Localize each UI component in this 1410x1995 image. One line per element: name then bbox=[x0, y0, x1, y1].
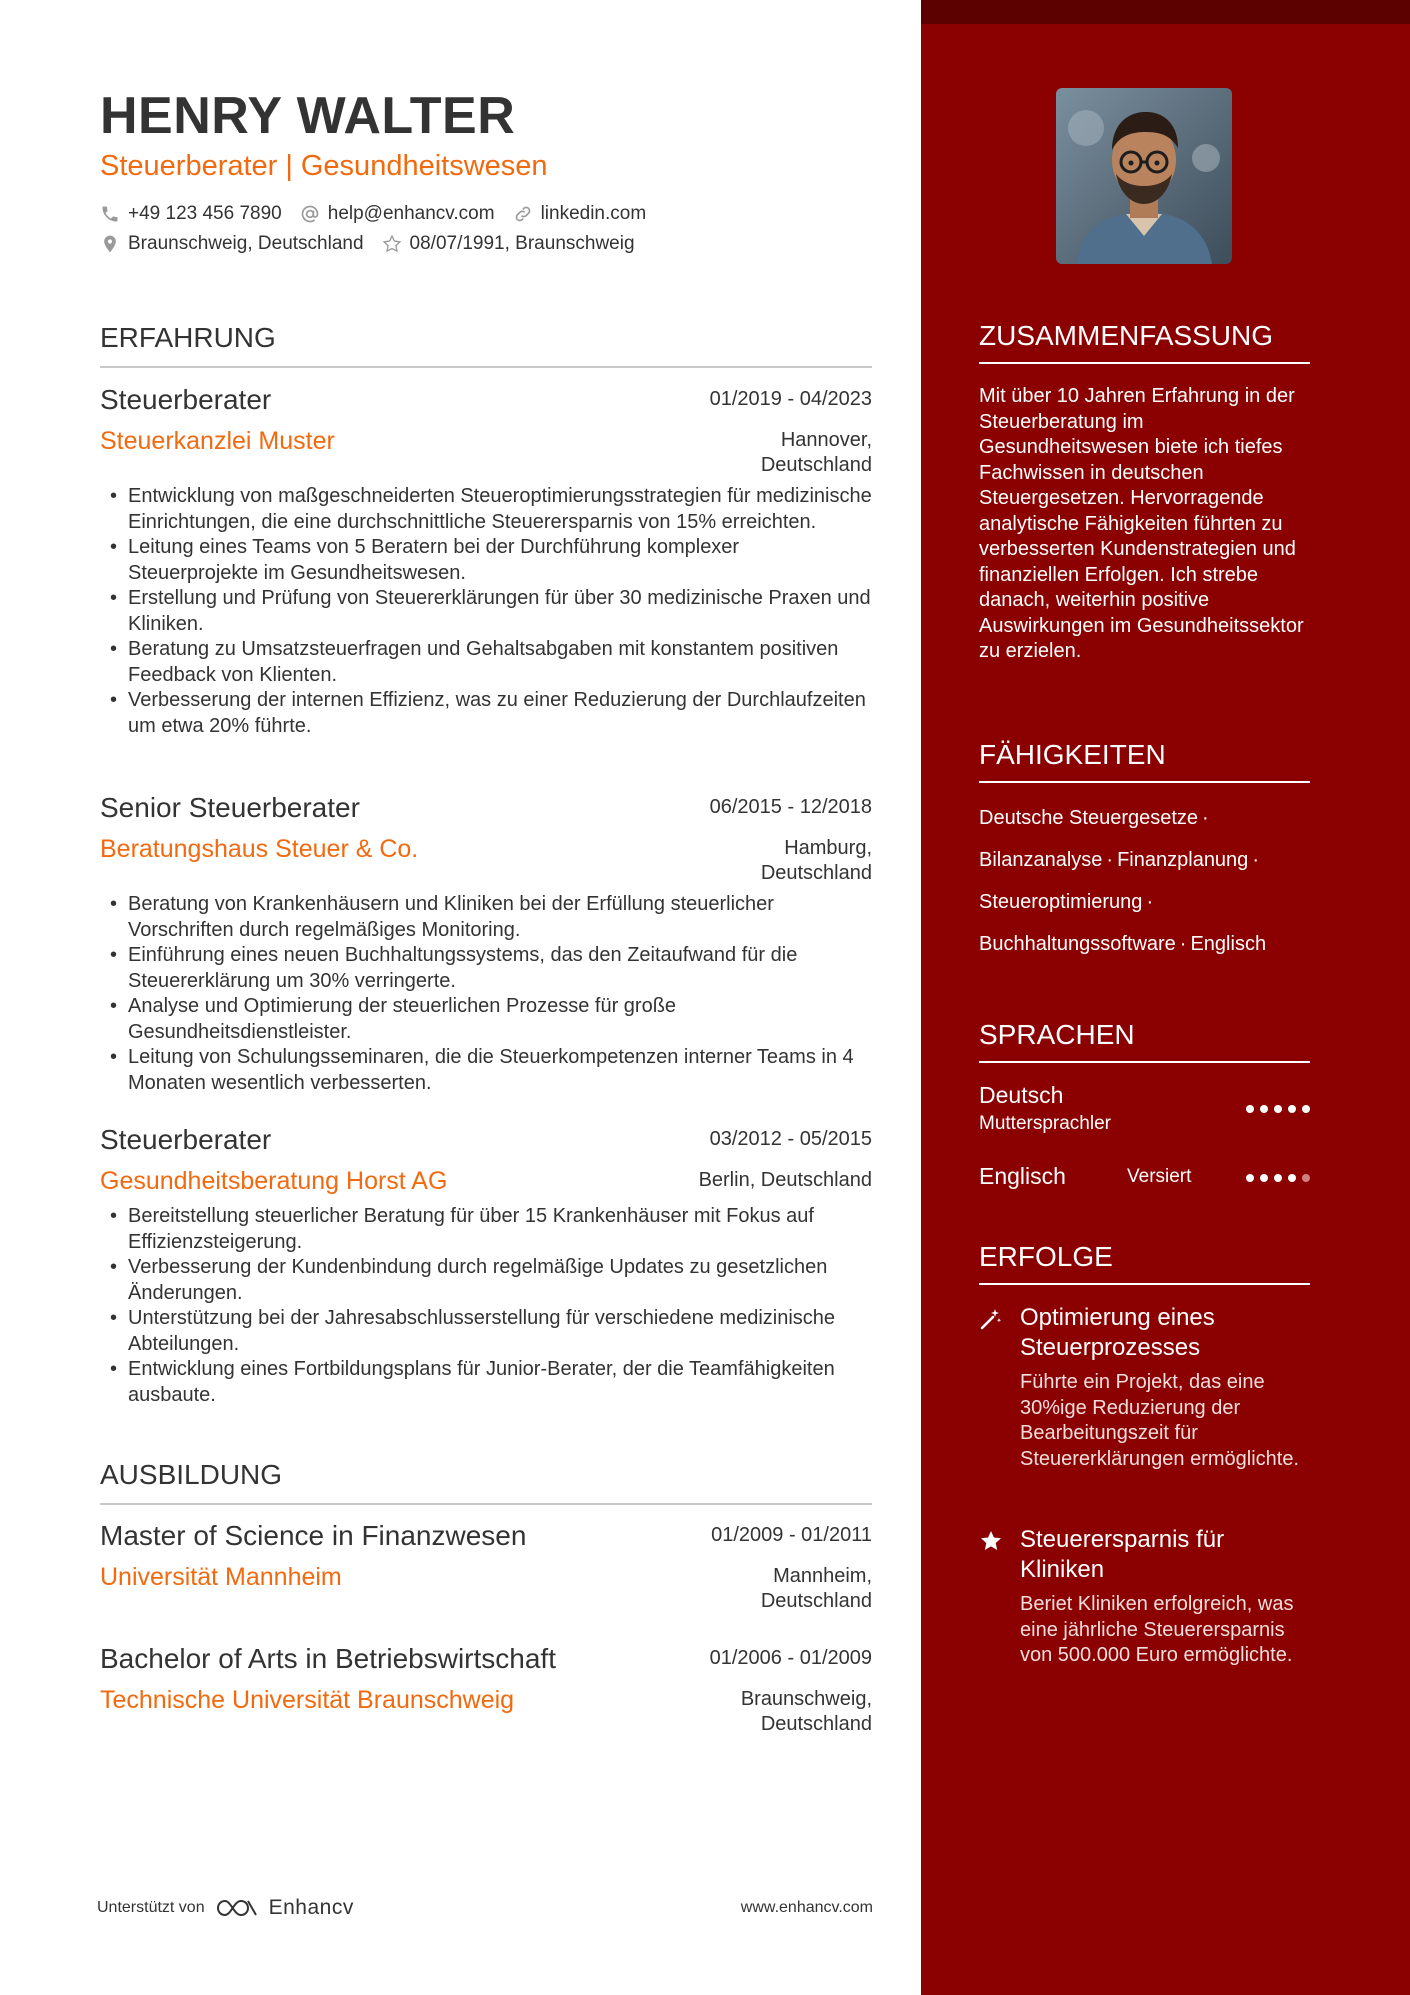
job-location bbox=[652, 1168, 872, 1193]
job-company: Steuerkanzlei Muster bbox=[100, 427, 335, 455]
birth-text: 08/07/1991, Braunschweig bbox=[409, 233, 635, 254]
contact-location bbox=[100, 233, 364, 255]
job-bullet: • Erstellung und Prüfung von Steuererklärungen für über 30 medizinische Praxen und Kliniken. bbox=[100, 586, 872, 637]
school-location-line2: Deutschland bbox=[760, 1713, 872, 1735]
phone-icon bbox=[100, 204, 120, 224]
job-title: Steuerberater bbox=[100, 384, 272, 415]
rating-dot bbox=[1274, 1105, 1282, 1113]
job-bullets bbox=[100, 892, 872, 1096]
skills-section-title: FÄHIGKEITEN bbox=[979, 739, 1310, 783]
school-location-line2: Deutschland bbox=[760, 1590, 872, 1612]
school-location bbox=[652, 1687, 872, 1737]
summary-section-title: ZUSAMMENFASSUNG bbox=[979, 320, 1310, 364]
rating-dot bbox=[1274, 1174, 1282, 1182]
link-icon bbox=[513, 204, 533, 224]
job-entry bbox=[100, 384, 872, 764]
rating-dot bbox=[1260, 1105, 1268, 1113]
headline-separator: | bbox=[285, 150, 293, 182]
job-bullets bbox=[100, 484, 872, 739]
job-location-line2: Deutschland bbox=[760, 862, 872, 884]
school-name: Universität Mannheim bbox=[100, 1563, 342, 1591]
contact-row-2 bbox=[100, 233, 653, 255]
language-rating bbox=[1246, 1174, 1310, 1182]
school-name: Technische Universität Braunschweig bbox=[100, 1686, 515, 1714]
job-bullet: • Bereitstellung steuerlicher Beratung für über 15 Krankenhäuser mit Fokus auf Effizienzsteigerung. bbox=[100, 1204, 872, 1255]
rating-dot bbox=[1246, 1174, 1254, 1182]
achievement-text: Beriet Kliniken erfolgreich, was eine jährliche Steuerersparnis von 500.000 Euro ermöglichte. bbox=[1020, 1593, 1294, 1666]
job-location-line2: Deutschland bbox=[760, 454, 872, 476]
skill-item: Steueroptimierung · bbox=[979, 891, 1154, 913]
job-bullets bbox=[100, 1204, 872, 1408]
job-location bbox=[652, 836, 872, 886]
job-title: Steuerberater bbox=[100, 1124, 272, 1155]
education-section-title: AUSBILDUNG bbox=[100, 1459, 872, 1505]
magic-wand-icon bbox=[979, 1307, 1003, 1331]
skill-item: Bilanzanalyse · bbox=[979, 849, 1114, 871]
email-text: help@enhancv.com bbox=[327, 203, 495, 224]
avatar-illustration bbox=[1056, 88, 1232, 264]
linkedin-text: linkedin.com bbox=[540, 203, 647, 224]
sidebar-top-band bbox=[921, 0, 1410, 24]
job-title: Senior Steuerberater bbox=[100, 792, 360, 823]
language-name: Deutsch bbox=[979, 1082, 1064, 1108]
education-entry bbox=[100, 1520, 872, 1620]
degree-title: Master of Science in Finanzwesen bbox=[100, 1520, 527, 1551]
rating-dot bbox=[1260, 1174, 1268, 1182]
job-location-line1: Hannover, bbox=[780, 429, 872, 451]
job-bullet: • Einführung eines neuen Buchhaltungssystems, das den Zeitaufwand für die Steuererklärung um 30% verringerte. bbox=[100, 943, 872, 994]
job-date: 03/2012 - 05/2015 bbox=[709, 1128, 872, 1150]
achievements-section-title: ERFOLGE bbox=[979, 1241, 1310, 1285]
language-level: Muttersprachler bbox=[979, 1113, 1111, 1134]
powered-by-text: Unterstützt von bbox=[97, 1899, 205, 1916]
at-icon bbox=[300, 204, 320, 224]
contact-phone[interactable] bbox=[100, 203, 282, 225]
star-icon bbox=[979, 1529, 1003, 1553]
achievement-item bbox=[979, 1303, 1310, 1503]
location-text: Braunschweig, Deutschland bbox=[128, 233, 364, 254]
headline-field: Gesundheitswesen bbox=[300, 150, 548, 182]
footer-powered-by[interactable] bbox=[97, 1896, 354, 1920]
contact-email[interactable] bbox=[300, 203, 495, 225]
rating-dot bbox=[1288, 1105, 1296, 1113]
education-date: 01/2006 - 01/2009 bbox=[709, 1647, 872, 1669]
job-bullet: • Verbesserung der internen Effizienz, was zu einer Reduzierung der Durchlaufzeiten um etwa 20% führte. bbox=[100, 688, 872, 739]
job-bullet: • Verbesserung der Kundenbindung durch regelmäßige Updates zu gesetzlichen Änderungen. bbox=[100, 1255, 872, 1306]
candidate-name: HENRY WALTER bbox=[100, 87, 516, 145]
school-location bbox=[652, 1564, 872, 1614]
profile-photo bbox=[1056, 88, 1232, 264]
school-location-line1: Braunschweig, bbox=[740, 1688, 872, 1710]
rating-dot bbox=[1302, 1105, 1310, 1113]
contact-birth bbox=[382, 233, 635, 255]
language-rating bbox=[1246, 1105, 1310, 1113]
rating-dot bbox=[1288, 1174, 1296, 1182]
achievement-title: Steuerersparnis für Kliniken bbox=[1020, 1526, 1225, 1583]
headline bbox=[100, 150, 548, 183]
star-outline-icon bbox=[382, 234, 402, 254]
job-location-line1: Hamburg, bbox=[784, 837, 872, 859]
achievement-text: Führte ein Projekt, das eine 30%ige Reduzierung der Bearbeitungszeit für Steuererklärungen ermöglichte. bbox=[1020, 1371, 1300, 1470]
job-entry bbox=[100, 792, 872, 1102]
job-bullet: • Leitung von Schulungsseminaren, die die Steuerkompetenzen interner Teams in 4 Monaten wesentlich verbesserten. bbox=[100, 1045, 872, 1096]
language-item bbox=[979, 1163, 1310, 1197]
skill-item: Deutsche Steuergesetze · bbox=[979, 807, 1209, 829]
job-bullet: • Leitung eines Teams von 5 Beratern bei der Durchführung komplexer Steuerprojekte im Gesundheitswesen. bbox=[100, 535, 872, 586]
skills-list bbox=[979, 797, 1310, 965]
job-bullet: • Entwicklung eines Fortbildungsplans für Junior-Berater, der die Teamfähigkeiten ausbaute. bbox=[100, 1357, 872, 1408]
language-level: Versiert bbox=[1127, 1166, 1192, 1187]
phone-text: +49 123 456 7890 bbox=[128, 203, 282, 224]
contact-linkedin[interactable] bbox=[513, 203, 647, 225]
job-company: Beratungshaus Steuer & Co. bbox=[100, 835, 419, 863]
school-location-line1: Mannheim, bbox=[773, 1565, 872, 1587]
skill-item: Finanzplanung · bbox=[1117, 849, 1259, 871]
summary-text: Mit über 10 Jahren Erfahrung in der Steuerberatung im Gesundheitswesen biete ich tiefes Fachwissen in deutschen Steuergesetzen. Hervorragende analytische Fähigkeiten führten zu verbesserten Kundenstrategien und finanziellen Erfolgen. Ich strebe danach, weiterhin positive Auswirkungen im Gesundheitssektor zu erzielen. bbox=[979, 385, 1304, 662]
experience-section-title: ERFAHRUNG bbox=[100, 322, 872, 368]
skill-item: Buchhaltungssoftware · bbox=[979, 933, 1187, 955]
language-item bbox=[979, 1082, 1310, 1138]
degree-title: Bachelor of Arts in Betriebswirtschaft bbox=[100, 1643, 556, 1674]
job-bullet: • Beratung von Krankenhäusern und Kliniken bei der Erfüllung steuerlicher Vorschriften durch regelmäßiges Monitoring. bbox=[100, 892, 872, 943]
sidebar bbox=[921, 0, 1410, 1995]
job-entry bbox=[100, 1124, 872, 1414]
skill-item: Englisch bbox=[1190, 933, 1267, 955]
enhancv-logo-icon bbox=[215, 1897, 261, 1919]
languages-section-title: SPRACHEN bbox=[979, 1019, 1310, 1063]
language-name: Englisch bbox=[979, 1163, 1066, 1189]
job-bullet: • Beratung zu Umsatzsteuerfragen und Gehaltsabgaben mit konstantem positiven Feedback von Klienten. bbox=[100, 637, 872, 688]
education-date: 01/2009 - 01/2011 bbox=[711, 1524, 872, 1546]
job-bullet: • Analyse und Optimierung der steuerlichen Prozesse für große Gesundheitsdienstleister. bbox=[100, 994, 872, 1045]
location-pin-icon bbox=[100, 234, 120, 254]
job-company: Gesundheitsberatung Horst AG bbox=[100, 1167, 448, 1195]
job-bullet: • Entwicklung von maßgeschneiderten Steueroptimierungsstrategien für medizinische Einrichtungen, die eine durchschnittliche Steuerersparnis von 15% erreichten. bbox=[100, 484, 872, 535]
rating-dot bbox=[1246, 1105, 1254, 1113]
footer-brand: Enhancv bbox=[268, 1896, 354, 1919]
job-date: 01/2019 - 04/2023 bbox=[709, 388, 872, 410]
rating-dot-empty bbox=[1302, 1174, 1310, 1182]
job-bullet: • Unterstützung bei der Jahresabschlusserstellung für verschiedene medizinische Abteilungen. bbox=[100, 1306, 872, 1357]
headline-role: Steuerberater bbox=[100, 150, 278, 182]
achievement-title: Optimierung eines Steuerprozesses bbox=[1020, 1304, 1215, 1361]
job-date: 06/2015 - 12/2018 bbox=[709, 796, 872, 818]
job-location-line1: Berlin, Deutschland bbox=[698, 1169, 872, 1191]
footer-url[interactable]: www.enhancv.com bbox=[740, 1899, 873, 1916]
achievement-item bbox=[979, 1525, 1310, 1705]
job-location bbox=[652, 428, 872, 478]
contact-row-1 bbox=[100, 203, 664, 225]
education-entry bbox=[100, 1643, 872, 1743]
